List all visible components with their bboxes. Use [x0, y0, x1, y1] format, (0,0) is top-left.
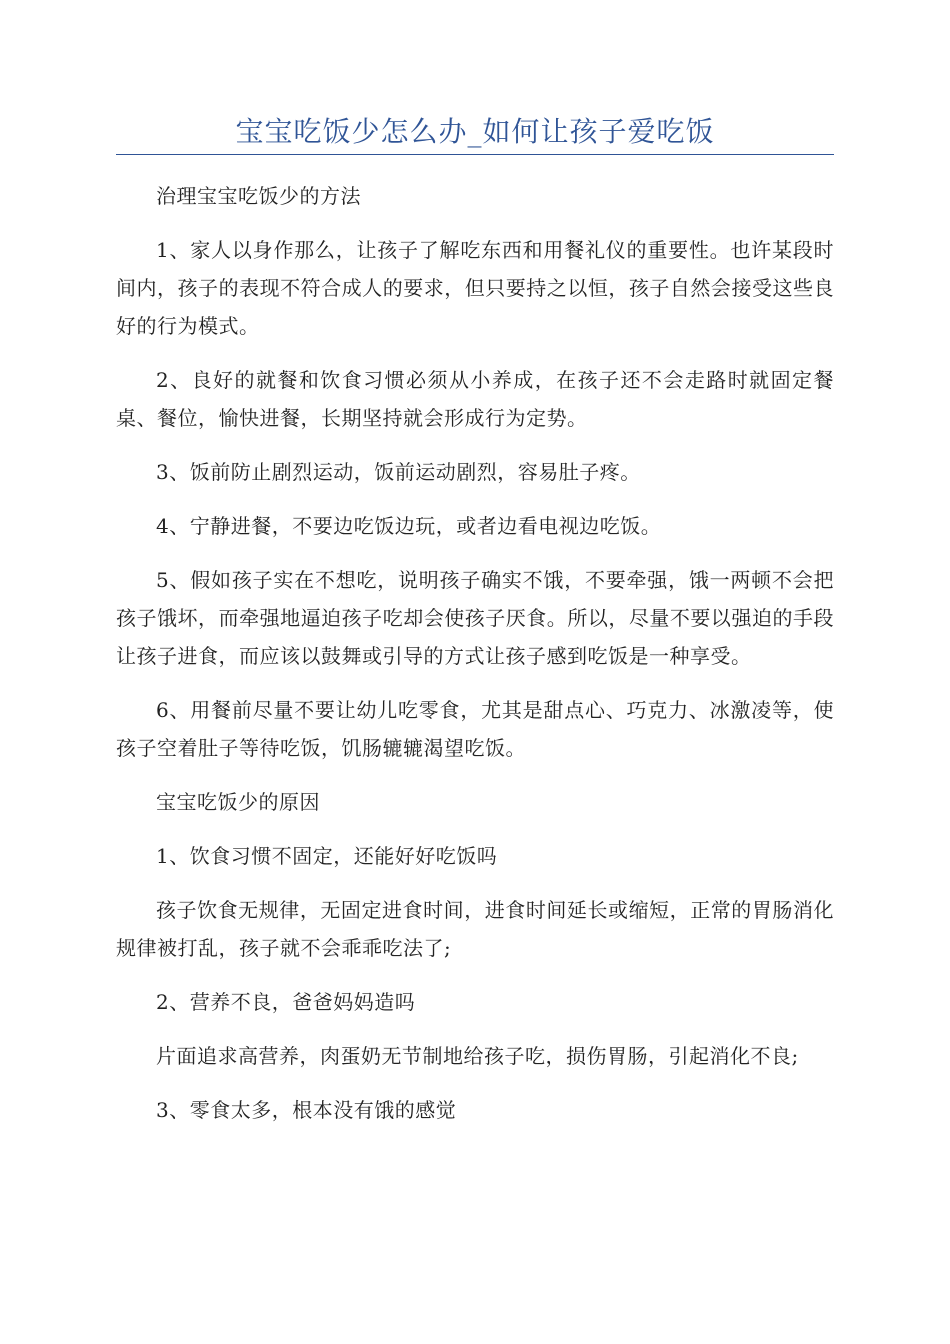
paragraph: 孩子饮食无规律，无固定进食时间，进食时间延长或缩短，正常的胃肠消化规律被打乱，孩子就不会乖乖吃法了; [116, 898, 834, 960]
paragraph: 6、用餐前尽量不要让幼儿吃零食，尤其是甜点心、巧克力、冰激凌等，使孩子空着肚子等待吃饭，饥肠辘辘渴望吃饭。 [116, 698, 834, 760]
paragraph: 3、零食太多，根本没有饿的感觉 [156, 1098, 457, 1122]
document-body [116, 177, 834, 1145]
paragraph: 3、饭前防止剧烈运动，饭前运动剧烈，容易肚子疼。 [156, 460, 641, 484]
paragraph: 1、家人以身作那么，让孩子了解吃东西和用餐礼仪的重要性。也许某段时间内，孩子的表现不符合成人的要求，但只要持之以恒，孩子自然会接受这些良好的行为模式。 [116, 238, 834, 338]
paragraph: 片面追求高营养，肉蛋奶无节制地给孩子吃，损伤胃肠，引起消化不良; [156, 1044, 799, 1068]
paragraph: 1、饮食习惯不固定，还能好好吃饭吗 [156, 844, 498, 868]
paragraph: 5、假如孩子实在不想吃，说明孩子确实不饿，不要牵强，饿一两顿不会把孩子饿坏，而牵强地逼迫孩子吃却会使孩子厌食。所以，尽量不要以强迫的手段让孩子进食，而应该以鼓舞或引导的方式让孩子感到吃饭是一种享受。 [116, 568, 834, 668]
section-heading-methods: 治理宝宝吃饭少的方法 [156, 184, 361, 208]
paragraph: 4、宁静进餐，不要边吃饭边玩，或者边看电视边吃饭。 [156, 514, 662, 538]
section-heading-causes: 宝宝吃饭少的原因 [156, 790, 320, 814]
paragraph: 2、营养不良，爸爸妈妈造吗 [156, 990, 416, 1014]
document-title: 宝宝吃饭少怎么办_如何让孩子爱吃饭 [235, 115, 715, 148]
paragraph: 2、良好的就餐和饮食习惯必须从小养成，在孩子还不会走路时就固定餐桌、餐位，愉快进餐，长期坚持就会形成行为定势。 [116, 368, 834, 430]
title-underline [116, 154, 834, 155]
